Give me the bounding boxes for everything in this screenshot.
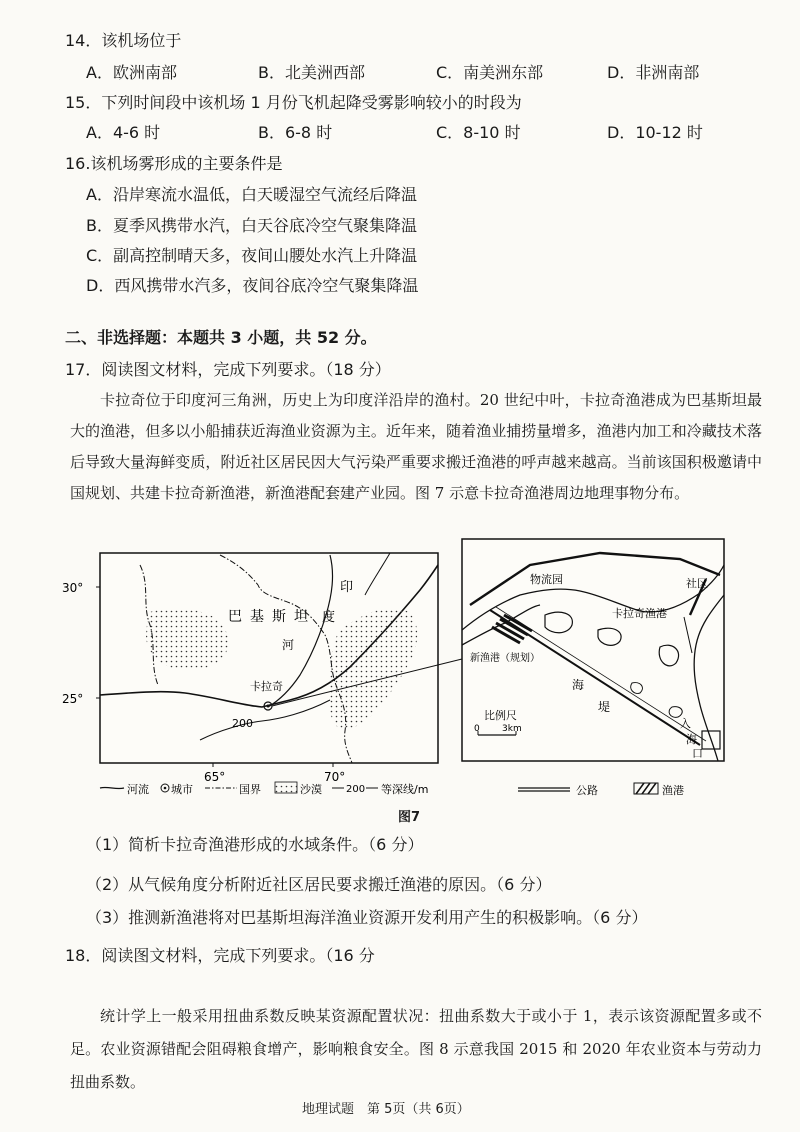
scale-title: 比例尺 xyxy=(484,709,517,722)
q16-option-c: C．副高控制晴天多，夜间山腰处水汽上升降温 xyxy=(86,246,418,265)
lon-label-65: 65° xyxy=(204,770,226,784)
right-legend xyxy=(518,783,684,797)
label-india-2: 度 xyxy=(322,610,336,625)
legend-river: 河流 xyxy=(127,783,149,796)
left-map xyxy=(62,553,462,784)
legend-road: 公路 xyxy=(576,784,598,797)
q15-option-c: C．8-10 时 xyxy=(436,123,521,142)
legend-contour: 等深线/m xyxy=(381,783,429,796)
q14-stem: 14．该机场位于 xyxy=(65,31,182,50)
lon-label-70: 70° xyxy=(324,770,346,784)
q17-sub-2: （2）从气候角度分析附近社区居民要求搬迁渔港的原因。（6 分） xyxy=(86,875,552,894)
q14-option-b: B．北美洲西部 xyxy=(258,63,365,82)
q14-option-a: A．欧洲南部 xyxy=(86,63,177,82)
q16-option-d: D．西风携带水汽多，夜间谷底冷空气聚集降温 xyxy=(86,276,419,295)
q18-stem: 18．阅读图文材料，完成下列要求。（16 分 xyxy=(65,946,375,965)
legend-contour-value: 200 xyxy=(346,784,366,795)
label-logistics-park: 物流园 xyxy=(530,573,563,586)
label-community: 社区 xyxy=(686,577,708,590)
label-new-port: 新渔港（规划） xyxy=(470,653,540,664)
label-river: 河 xyxy=(282,638,295,652)
lat-label-25: 25° xyxy=(62,692,84,706)
q17-sub-3: （3）推测新渔港将对巴基斯坦海洋渔业资源开发利用产生的积极影响。（6 分） xyxy=(86,908,648,927)
label-estuary-3: 口 xyxy=(692,747,703,760)
label-pakistan: 巴基斯坦 xyxy=(228,609,316,625)
legend-city: 城市 xyxy=(171,783,193,796)
scale-zero: 0 xyxy=(474,724,480,734)
contour-label: 200 xyxy=(232,717,253,730)
legend-desert-swatch xyxy=(275,782,297,793)
label-estuary-2: 海 xyxy=(686,733,697,746)
legend-desert: 沙漠 xyxy=(300,783,322,796)
q17-sub-1: （1）简析卡拉奇渔港形成的水域条件。（6 分） xyxy=(86,835,424,854)
scale-value: 3km xyxy=(502,724,522,734)
legend-port: 渔港 xyxy=(662,784,684,797)
label-sea: 海 xyxy=(572,678,585,692)
q16-option-a: A．沿岸寒流水温低，白天暖湿空气流经后降温 xyxy=(86,185,417,204)
figure-7-maps xyxy=(0,535,800,805)
figure-7-caption: 图7 xyxy=(398,810,421,825)
q15-option-b: B．6-8 时 xyxy=(258,123,333,142)
label-estuary-1: 入 xyxy=(680,717,691,730)
label-karachi: 卡拉奇 xyxy=(250,680,283,693)
q15-stem: 15．下列时间段中该机场 1 月份飞机起降受雾影响较小的时段为 xyxy=(65,93,522,112)
q16-stem: 16.该机场雾形成的主要条件是 xyxy=(65,154,283,173)
lat-label-30: 30° xyxy=(62,581,84,595)
left-legend xyxy=(100,782,428,796)
page-footer: 地理试题 第 5页（共 6页） xyxy=(302,1102,470,1117)
legend-city-icon xyxy=(164,787,167,790)
section-two-heading: 二、非选择题：本题共 3 小题，共 52 分。 xyxy=(65,328,377,347)
legend-border: 国界 xyxy=(239,783,261,796)
right-map xyxy=(462,539,724,761)
q18-material: 统计学上一般采用扭曲系数反映某资源配置状况：扭曲系数大于或小于 1，表示该资源配置多或不足。农业资源错配会阻碍粮食增产，影响粮食安全。图 8 示意我国 2015 和 2020 年农业资本与劳动力扭曲系数。 xyxy=(70,1007,762,1091)
q17-material: 卡拉奇位于印度河三角洲，历史上为印度洋沿岸的渔村。20 世纪中叶，卡拉奇渔港成为巴基斯坦最大的渔港，但多以小船捕获近海渔业资源为主。近年来，随着渔业捕捞量增多，渔港内加工和冷藏技术落后导致大量海鲜变质，附近社区居民因大气污染严重要求搬迁渔港的呼声越来越高。当前该国积极邀请中国规划、共建卡拉奇新渔港，新渔港配套建产业园。图 7 示意卡拉奇渔港周边地理事物分布。 xyxy=(70,391,762,502)
q14-option-d: D．非洲南部 xyxy=(607,63,700,82)
q17-stem: 17．阅读图文材料，完成下列要求。（18 分） xyxy=(65,360,391,379)
q14-option-c: C．南美洲东部 xyxy=(436,63,544,82)
q15-option-a: A．4-6 时 xyxy=(86,123,161,142)
label-dike: 堤 xyxy=(598,700,611,714)
label-karachi-port: 卡拉奇渔港 xyxy=(612,607,667,620)
label-india-1: 印 xyxy=(340,580,354,595)
q16-option-b: B．夏季风携带水汽，白天谷底冷空气聚集降温 xyxy=(86,216,417,235)
q15-option-d: D．10-12 时 xyxy=(607,123,703,142)
